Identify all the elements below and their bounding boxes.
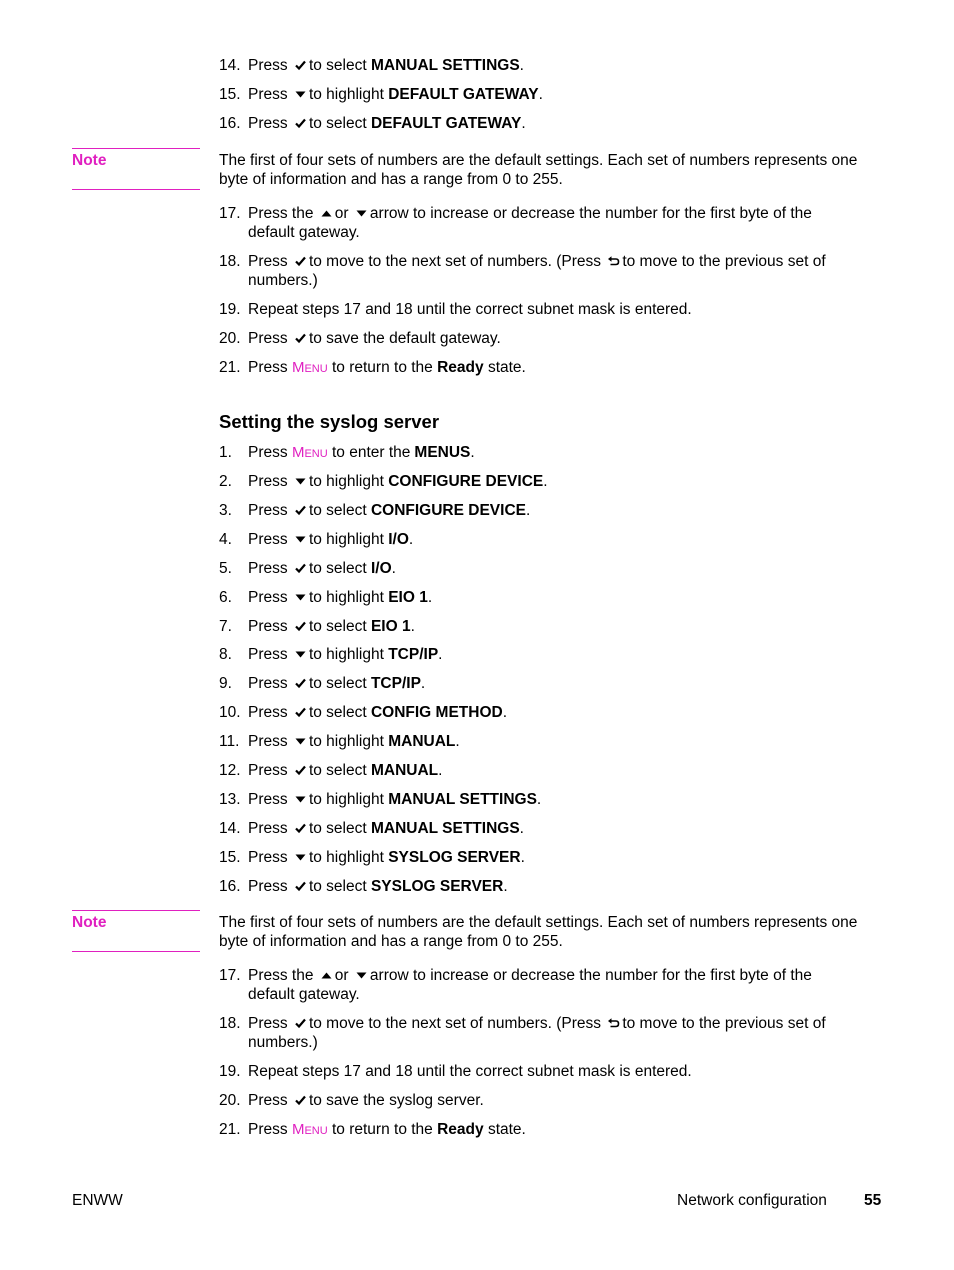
section-heading: Setting the syslog server	[219, 411, 440, 432]
step-keyword: I/O	[388, 530, 409, 548]
step-keyword: DEFAULT GATEWAY	[370, 115, 522, 132]
step-text: Press	[248, 86, 292, 103]
step-number: 15.	[219, 848, 241, 866]
step-number: 19.	[219, 1063, 241, 1080]
step-keyword: DEFAULT GATEWAY	[388, 86, 539, 103]
step-number: 14.	[219, 57, 241, 74]
step-keyword: CONFIGURE DEVICE	[370, 501, 526, 519]
check-icon	[294, 255, 307, 267]
check-icon	[294, 822, 307, 834]
step-text: default gateway.	[248, 224, 360, 241]
step-text: to select	[308, 617, 371, 635]
step-text: numbers.)	[248, 1034, 318, 1051]
step-text: to highlight	[308, 733, 389, 751]
footer-section: Network configuration	[677, 1192, 827, 1209]
step-text: to select	[308, 675, 371, 693]
step-end: .	[410, 617, 415, 635]
step-text: to highlight	[308, 588, 389, 606]
check-icon	[294, 59, 307, 71]
step-text: Press	[248, 57, 292, 74]
step-text: to move to the previous set of	[622, 1015, 826, 1032]
step-text: Repeat steps 17 and 18 until the correct subnet mask is entered.	[248, 1063, 692, 1080]
step-text: Press	[248, 1121, 288, 1138]
note-label: Note	[72, 914, 107, 931]
down-arrow-icon	[294, 735, 307, 747]
step-text: or	[334, 205, 349, 222]
step-number: 8.	[219, 646, 232, 664]
step-text: state.	[487, 359, 526, 376]
check-icon	[294, 504, 307, 516]
step-text: Press	[248, 473, 292, 490]
menu-button-label: MENU	[291, 1121, 328, 1138]
step-text: Press	[248, 330, 288, 347]
step-text: Press	[248, 588, 292, 606]
step-text: numbers.)	[248, 272, 318, 289]
step-text: to select	[308, 115, 371, 132]
step-keyword: MANUAL SETTINGS	[370, 57, 520, 74]
step-keyword: Ready	[437, 1121, 484, 1138]
step-number: 18.	[219, 253, 241, 270]
back-arrow-icon	[607, 1017, 620, 1029]
step-number: 1.	[219, 444, 232, 461]
step-keyword: EIO 1	[370, 617, 411, 635]
step-text: Press	[248, 675, 292, 693]
check-icon	[294, 1094, 307, 1106]
step-keyword: CONFIG METHOD	[370, 704, 503, 722]
step-keyword: I/O	[370, 559, 392, 577]
step-number: 3.	[219, 501, 232, 519]
step-number: 15.	[219, 86, 241, 103]
step-number: 21.	[219, 1121, 241, 1138]
step-keyword: SYSLOG SERVER	[370, 877, 504, 895]
step-text: Press	[248, 646, 292, 664]
step-end: .	[408, 530, 414, 548]
step-number: 12.	[219, 762, 241, 779]
step-text: Repeat steps 17 and 18 until the correct subnet mask is entered.	[248, 301, 692, 318]
step-text: Press	[248, 617, 292, 635]
check-icon	[294, 880, 307, 892]
step-number: 20.	[219, 1092, 241, 1109]
step-text: arrow to increase or decrease the number for the first byte of the	[369, 967, 812, 984]
step-keyword: Ready	[437, 359, 484, 376]
step-keyword: SYSLOG SERVER	[388, 848, 521, 866]
step-number: 16.	[219, 115, 241, 132]
step-text: Press	[248, 877, 292, 895]
down-arrow-icon	[294, 648, 307, 660]
step-keyword: CONFIGURE DEVICE	[388, 473, 544, 490]
step-text: Press the	[248, 967, 314, 984]
check-icon	[294, 332, 307, 344]
step-number: 4.	[219, 530, 232, 548]
step-text: to save the default gateway.	[308, 330, 501, 347]
step-number: 20.	[219, 330, 241, 347]
step-number: 18.	[219, 1015, 241, 1032]
step-number: 17.	[219, 205, 241, 222]
step-text: to highlight	[308, 646, 389, 664]
check-icon	[294, 677, 307, 689]
step-number: 17.	[219, 967, 241, 984]
step-keyword: MENUS	[414, 444, 471, 461]
step-end: .	[420, 675, 426, 693]
step-text: Press	[248, 501, 292, 519]
footer-left: ENWW	[72, 1192, 123, 1209]
step-number: 16.	[219, 877, 241, 895]
check-icon	[294, 764, 307, 776]
step-text: Press	[248, 359, 288, 376]
step-number: 2.	[219, 473, 232, 490]
step-text: or	[334, 967, 349, 984]
step-end: .	[427, 588, 433, 606]
step-end: .	[502, 704, 508, 722]
step-end: .	[521, 115, 526, 132]
note-text: The first of four sets of numbers are the default settings. Each set of numbers represents one byte of information and has a range from 0 to 255.	[219, 152, 858, 188]
step-number: 9.	[219, 675, 232, 693]
check-icon	[294, 706, 307, 718]
down-arrow-icon	[294, 851, 307, 863]
step-end: .	[525, 501, 531, 519]
step-text: to select	[308, 762, 371, 779]
menu-button-label: MENU	[291, 359, 328, 376]
step-text: Press	[248, 559, 292, 577]
step-text: arrow to increase or decrease the number for the first byte of the	[369, 205, 812, 222]
down-arrow-icon	[294, 793, 307, 805]
step-text: to select	[308, 877, 371, 895]
step-end: .	[520, 848, 525, 866]
note-rule-top	[72, 910, 200, 911]
step-text: to select	[308, 819, 371, 837]
step-text: to move to the previous set of	[622, 253, 826, 270]
step-text: Press	[248, 790, 292, 808]
step-end: .	[438, 762, 443, 779]
step-text: Press	[248, 819, 292, 837]
step-text: Press	[248, 444, 288, 461]
step-text: to move to the next set of numbers. (Press	[308, 1015, 601, 1032]
step-text: to select	[308, 704, 371, 722]
check-icon	[294, 117, 307, 129]
step-text: to return to the	[331, 1121, 433, 1138]
step-number: 11.	[219, 733, 240, 751]
step-text: Press	[248, 1092, 288, 1109]
step-text: Press the	[248, 205, 314, 222]
step-keyword: MANUAL SETTINGS	[388, 790, 537, 808]
step-keyword: MANUAL	[370, 762, 439, 779]
step-text: to move to the next set of numbers. (Press	[308, 253, 601, 270]
note-label: Note	[72, 152, 107, 169]
note-rule-bottom	[72, 951, 200, 952]
step-text: to save the syslog server.	[308, 1092, 484, 1109]
step-end: .	[503, 877, 508, 895]
step-end: .	[438, 646, 443, 664]
step-text: Press	[248, 530, 292, 548]
footer-page-number: 55	[864, 1192, 882, 1209]
step-end: .	[519, 819, 524, 837]
up-arrow-icon	[320, 207, 333, 219]
step-number: 6.	[219, 588, 232, 606]
step-text: to highlight	[308, 86, 389, 103]
step-text: Press	[248, 253, 288, 270]
back-arrow-icon	[607, 255, 620, 267]
step-text: to select	[308, 57, 371, 74]
step-text: Press	[248, 848, 292, 866]
step-end: .	[536, 790, 542, 808]
step-end: .	[519, 57, 524, 74]
step-text: Press	[248, 115, 292, 132]
step-text: to highlight	[308, 790, 389, 808]
step-number: 7.	[219, 617, 232, 635]
check-icon	[294, 1017, 307, 1029]
down-arrow-icon	[355, 207, 368, 219]
step-keyword: MANUAL SETTINGS	[370, 819, 520, 837]
step-end: .	[543, 473, 548, 490]
step-text: to select	[308, 501, 371, 519]
step-keyword: TCP/IP	[388, 646, 439, 664]
step-end: .	[391, 559, 396, 577]
check-icon	[294, 620, 307, 632]
step-text: to highlight	[308, 530, 389, 548]
check-icon	[294, 562, 307, 574]
down-arrow-icon	[294, 88, 307, 100]
step-end: .	[470, 444, 475, 461]
step-end: .	[455, 733, 460, 751]
step-text: state.	[487, 1121, 526, 1138]
step-keyword: EIO 1	[388, 588, 428, 606]
step-number: 5.	[219, 559, 232, 577]
note-rule-top	[72, 148, 200, 149]
step-text: Press	[248, 762, 292, 779]
step-number: 19.	[219, 301, 241, 318]
note-rule-bottom	[72, 189, 200, 190]
up-arrow-icon	[320, 969, 333, 981]
step-text: default gateway.	[248, 986, 360, 1003]
step-text: to highlight	[308, 473, 389, 490]
step-text: to enter the	[331, 444, 411, 461]
down-arrow-icon	[294, 533, 307, 545]
step-number: 21.	[219, 359, 241, 376]
step-text: to return to the	[331, 359, 433, 376]
step-text: to select	[308, 559, 371, 577]
down-arrow-icon	[294, 591, 307, 603]
down-arrow-icon	[294, 475, 307, 487]
step-text: Press	[248, 733, 292, 751]
step-keyword: MANUAL	[388, 733, 456, 751]
step-keyword: TCP/IP	[370, 675, 421, 693]
menu-button-label: MENU	[291, 444, 328, 461]
step-text: Press	[248, 1015, 288, 1032]
step-number: 10.	[219, 704, 241, 722]
step-number: 13.	[219, 790, 241, 808]
step-number: 14.	[219, 819, 241, 837]
step-end: .	[538, 86, 543, 103]
down-arrow-icon	[355, 969, 368, 981]
step-text: Press	[248, 704, 292, 722]
step-text: to highlight	[308, 848, 389, 866]
note-text: The first of four sets of numbers are the default settings. Each set of numbers represents one byte of information and has a range from 0 to 255.	[219, 914, 858, 950]
